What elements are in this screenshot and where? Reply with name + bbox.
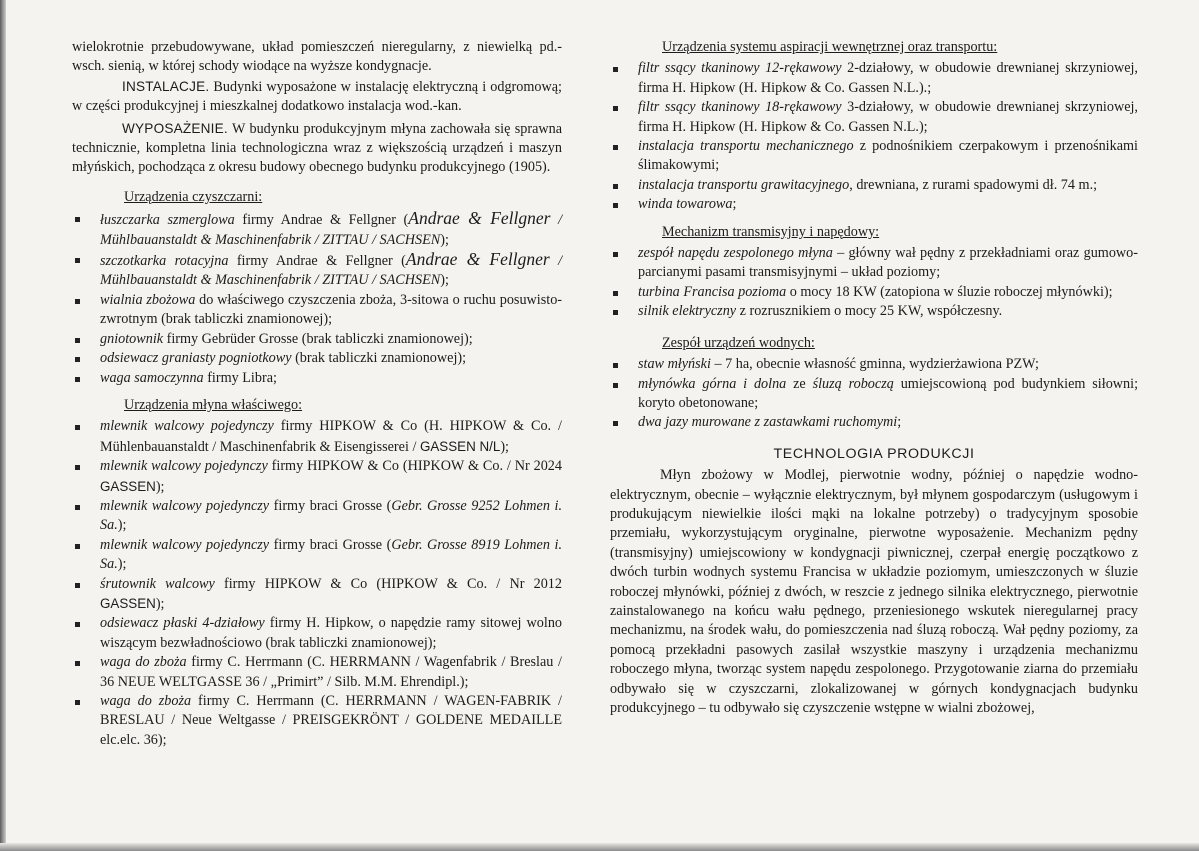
list-item: śrutownik walcowy firmy HIPKOW & Co (HIPKOW & Co. / Nr 2012 GASSEN); xyxy=(72,575,562,615)
wyposazenie-paragraph xyxy=(72,119,562,178)
list-item: młynówka górna i dolna ze śluzą roboczą umiejscowioną pod budynkiem siłowni; koryto obetonowane; xyxy=(610,375,1138,414)
left-column xyxy=(72,38,562,750)
list-item: filtr ssący tkaninowy 18-rękawowy 3-działowy, w obudowie drewnianej skrzyniowej, firma H. Hipkow (H. Hipkow & Co. Gassen N.L.); xyxy=(610,98,1138,137)
list-item: mlewnik walcowy pojedynczy firmy braci Grosse (Gebr. Grosse 9252 Lohmen i. Sa.); xyxy=(72,497,562,536)
technologia-paragraph: Młyn zbożowy w Modlej, pierwotnie wodny, później o napędzie wodno-elektrycznym, obecnie – wyłącznie elektrycznym, był młynem gospodarczym (usługowym i produkującym niewielkie ilości mąki na lokalne potrzeby) o tradycyjnym sposobie przemiału, wykorzystującym oryginalne, pierwotne wyposażenie. Mechanizm pędny (transmisyjny) umiejscowiony w kondygnacji piwnicznej, czerpał energię początkowo z dwóch turbin wodnych systemu Francisa w układzie poziomym, umieszczonych w śluzie roboczej młynówki, później z dwóch, w reszcie z jednego silnika elektrycznego, pierwotnie zainstalowanego na końcu wału pędnego, przeniesionego wskutek nieregularnej pracy mechanizmu, na środek wału, do pomieszczenia nad śluzą roboczą. Wał pędny poziomy, za pomocą przekładni pasowych zasilał wszystkie maszyny i urządzenia mechanizmu roboczego młyna, tworząc system napędu zespolonego. Przygotowanie ziarna do przemiału odbywało się w czyszczarni, zlokalizowanej w górnych kondygnacjach budynku produkcyjnego – tu odbywało się czyszczenie wstępne w wialni zbożowej, xyxy=(610,467,1138,716)
section-title-transmisja: Mechanizm transmisyjny i napędowy: xyxy=(662,223,880,240)
list-aspiracja xyxy=(610,59,1138,214)
section-title-wodne: Zespół urządzeń wodnych: xyxy=(662,334,815,351)
section-title-technologia: TECHNOLOGIA PRODUKCJI xyxy=(773,445,975,462)
list-item: waga do zboża firmy C. Herrmann (C. HERRMANN / WAGEN-FABRIK / BRESLAU / Neue Weltgasse / PREISGEKRÖNT / GOLDENE MEDAILLE elc.elc. 36); xyxy=(72,692,562,750)
list-wodne xyxy=(610,355,1138,433)
scan-left-edge xyxy=(0,0,6,851)
list-item: mlewnik walcowy pojedynczy firmy HIPKOW & Co (H. HIPKOW & Co. / Mühlenbauanstaldt / Maschinenfabrik & Eisengisserei / GASSEN N/L); xyxy=(72,417,562,457)
list-transmisja xyxy=(610,244,1138,322)
instalacje-heading: INSTALACJE. xyxy=(122,78,210,94)
list-item: mlewnik walcowy pojedynczy firmy HIPKOW & Co (HIPKOW & Co. / Nr 2024 GASSEN); xyxy=(72,457,562,497)
list-item: turbina Francisa pozioma o mocy 18 KW (zatopiona w śluzie roboczej młynówki); xyxy=(610,283,1138,302)
wyposazenie-heading: WYPOSAŻENIE. xyxy=(122,120,228,136)
list-item: filtr ssący tkaninowy 12-rękawowy 2-działowy, w obudowie drewnianej skrzyniowej, firma H. Hipkow (H. Hipkow & Co. Gassen N.L.).; xyxy=(610,59,1138,98)
list-czyszczarnia xyxy=(72,209,562,388)
list-item: odsiewacz graniasty pogniotkowy (brak tabliczki znamionowej); xyxy=(72,349,562,368)
list-item: gniotownik firmy Gebrüder Grosse (brak tabliczki znamionowej); xyxy=(72,330,562,349)
list-item: szczotkarka rotacyjna firmy Andrae & Fellgner (Andrae & Fellgner / Mühlbauanstaldt & Maschinenfabrik / ZITTAU / SACHSEN); xyxy=(72,250,562,291)
list-item: odsiewacz płaski 4-działowy firmy H. Hipkow, o napędzie ramy sitowej wolno wiszącym bezwładnościowo (brak tabliczki znamionowej); xyxy=(72,614,562,653)
list-item: instalacja transportu grawitacyjnego, drewniana, z rurami spadowymi dł. 74 m.; xyxy=(610,176,1138,195)
list-item: wialnia zbożowa do właściwego czyszczenia zboża, 3-sitowa o ruchu posuwisto-zwrotnym (brak tabliczki znamionowej); xyxy=(72,291,562,330)
section-title-czyszczarnia: Urządzenia czyszczarni: xyxy=(124,188,263,205)
right-column xyxy=(610,38,1138,718)
list-item: mlewnik walcowy pojedynczy firmy braci Grosse (Gebr. Grosse 8919 Lohmen i. Sa.); xyxy=(72,536,562,575)
list-item: waga samoczynna firmy Libra; xyxy=(72,369,562,388)
list-item: waga do zboża firmy C. Herrmann (C. HERRMANN / Wagenfabrik / Breslau / 36 NEUE WELTGASSE 36 / „Primirt” / Silb. M.M. Ehrendipl.); xyxy=(72,653,562,692)
list-item: winda towarowa; xyxy=(610,195,1138,214)
wyposazenie-text: W budynku produkcyjnym młyna zachowała się sprawna technicznie, kompletna linia technologiczna wraz z większością urządzeń i maszyn młyńskich, pochodząca z okresu budowy obecnego budynku produkcyjnego (1905). xyxy=(72,120,562,176)
list-item: łuszczarka szmerglowa firmy Andrae & Fellgner (Andrae & Fellgner / Mühlbauanstaldt & Maschinenfabrik / ZITTAU / SACHSEN); xyxy=(72,209,562,250)
list-item: staw młyński – 7 ha, obecnie własność gminna, wydzierżawiona PZW; xyxy=(610,355,1138,374)
list-item: instalacja transportu mechanicznego z podnośnikiem czerpakowym i przenośnikami ślimakowymi; xyxy=(610,137,1138,176)
scan-bottom-edge xyxy=(0,843,1199,851)
list-item: zespół napędu zespolonego młyna – główny wał pędny z przekładniami oraz gumowo-parcianymi pasami transmisyjnymi – układ poziomy; xyxy=(610,244,1138,283)
section-title-aspiracja: Urządzenia systemu aspiracji wewnętrznej oraz transportu: xyxy=(662,39,998,55)
section-title-mlyn: Urządzenia młyna właściwego: xyxy=(124,396,303,413)
list-mlyn xyxy=(72,417,562,750)
intro-paragraph: wielokrotnie przebudowywane, układ pomieszczeń nieregularny, z niewielką pd.-wsch. sienią, w której schody wiodące na wyższe kondygnacje. xyxy=(72,39,562,75)
instalacje-paragraph xyxy=(72,77,562,117)
list-item: dwa jazy murowane z zastawkami ruchomymi; xyxy=(610,413,1138,432)
list-item: silnik elektryczny z rozrusznikiem o mocy 25 KW, współczesny. xyxy=(610,302,1138,321)
instalacje-text: Budynki wyposażone w instalację elektryczną i odgromową; w części produkcyjnej i mieszkalnej dodatkowo instalacja wod.-kan. xyxy=(72,78,562,115)
